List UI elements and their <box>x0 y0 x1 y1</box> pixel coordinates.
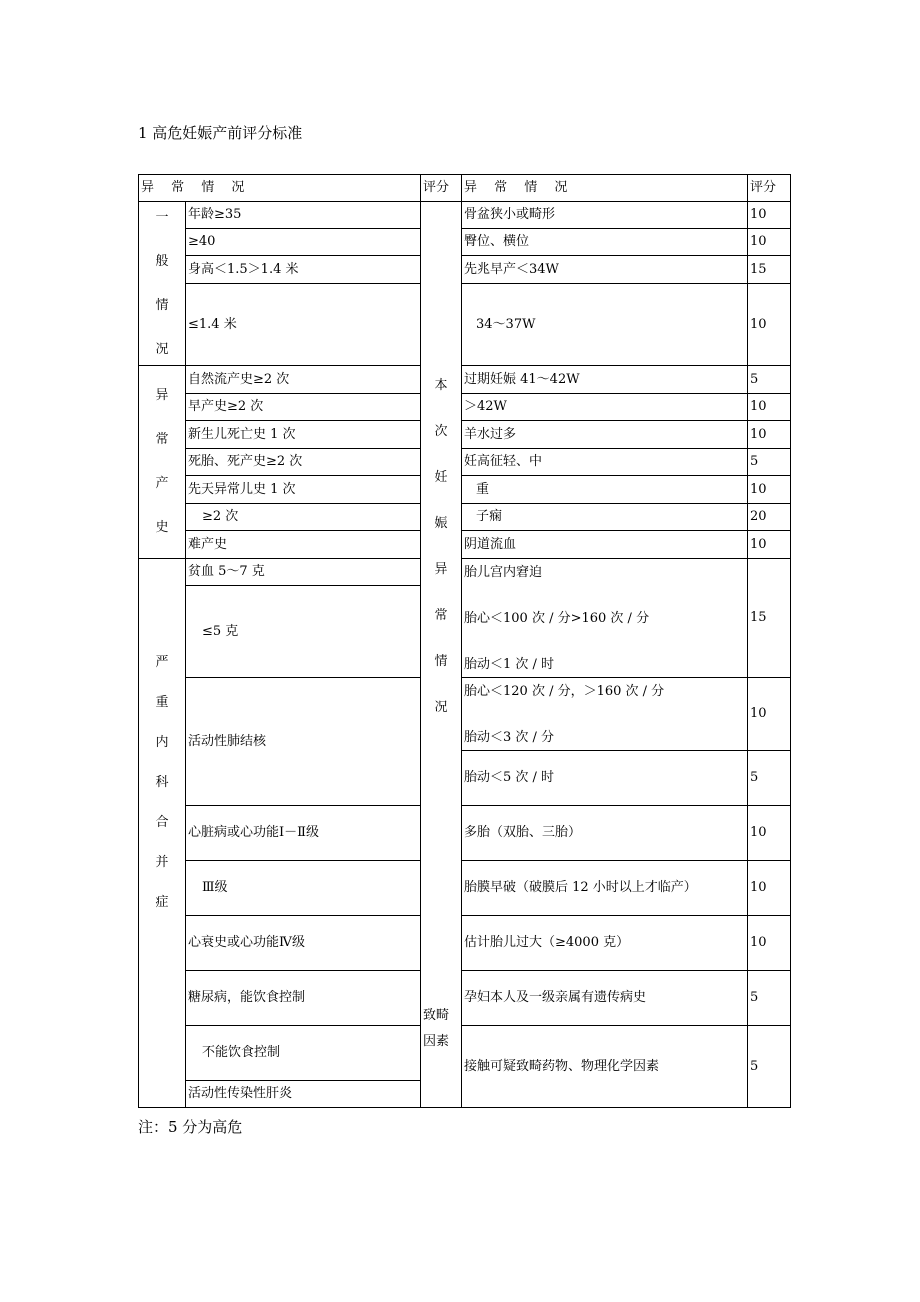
right-line: 胎心＜100 次 / 分>160 次 / 分 <box>464 611 650 626</box>
right-score: 10 <box>748 284 791 366</box>
table-row <box>139 559 791 586</box>
right-score: 10 <box>748 916 791 971</box>
table-row <box>139 366 791 394</box>
category-abnormal-history <box>139 366 186 559</box>
table-row <box>139 531 791 559</box>
left-item: 不能饮食控制 <box>186 1026 421 1081</box>
middle-column <box>421 202 462 1108</box>
header-condition-right: 异 常 情 况 <box>462 175 748 202</box>
table-row <box>139 284 791 366</box>
right-item: 多胎（双胎、三胎） <box>462 806 748 861</box>
header-score-right: 评分 <box>748 175 791 202</box>
table-row <box>139 449 791 476</box>
left-item: 死胎、死产史≥2 次 <box>186 449 421 476</box>
category-char: 产 <box>155 476 169 491</box>
right-item: 羊水过多 <box>462 421 748 449</box>
right-item: 胎膜早破（破膜后 12 小时以上才临产） <box>462 861 748 916</box>
left-item: 自然流产史≥2 次 <box>186 366 421 394</box>
category-char: 常 <box>155 432 169 447</box>
left-item: 新生儿死亡史 1 次 <box>186 421 421 449</box>
middle-char: 异 <box>434 561 448 577</box>
category-char: 合 <box>155 815 169 830</box>
left-item: 糖尿病，能饮食控制 <box>186 971 421 1026</box>
right-item-fetal-distress <box>462 559 748 678</box>
left-item: ≥2 次 <box>186 504 421 531</box>
left-item: 早产史≥2 次 <box>186 394 421 421</box>
right-line: 胎动＜1 次 / 时 <box>464 657 555 672</box>
middle-char: 况 <box>434 699 448 715</box>
left-item: ≤1.4 米 <box>186 284 421 366</box>
right-score: 5 <box>748 449 791 476</box>
right-score: 20 <box>748 504 791 531</box>
middle-char: 次 <box>434 423 448 439</box>
right-item: 孕妇本人及一级亲属有遗传病史 <box>462 971 748 1026</box>
category-general <box>139 202 186 366</box>
right-score: 10 <box>748 394 791 421</box>
right-score: 15 <box>748 256 791 284</box>
right-item: 34～37W <box>462 284 748 366</box>
right-item: 阴道流血 <box>462 531 748 559</box>
table-row <box>139 394 791 421</box>
document-title: 1 高危妊娠产前评分标准 <box>138 124 303 142</box>
left-item: ≤5 克 <box>186 586 421 678</box>
middle-char: 因素 <box>423 1033 450 1049</box>
category-char: 史 <box>155 520 169 535</box>
left-item: 身高＜1.5＞1.4 米 <box>186 256 421 284</box>
left-item: 活动性肺结核 <box>186 678 421 806</box>
right-score: 10 <box>748 531 791 559</box>
right-score: 10 <box>748 678 791 751</box>
middle-lower-label <box>423 1008 459 1050</box>
right-score: 10 <box>748 229 791 256</box>
left-item: ≥40 <box>186 229 421 256</box>
right-score: 5 <box>748 751 791 806</box>
right-item: 过期妊娠 41～42W <box>462 366 748 394</box>
right-item: 骨盆狭小或畸形 <box>462 202 748 229</box>
category-severe-medical <box>139 559 186 1108</box>
left-item: 难产史 <box>186 531 421 559</box>
category-char: 一 <box>155 209 169 225</box>
table-row <box>139 806 791 861</box>
left-item: 心脏病或心功能Ⅰ－Ⅱ级 <box>186 806 421 861</box>
table-row <box>139 256 791 284</box>
category-char: 科 <box>155 775 169 790</box>
right-line: 胎儿宫内窘迫 <box>464 565 543 580</box>
category-char: 况 <box>155 341 169 357</box>
middle-char: 妊 <box>434 469 448 485</box>
category-char: 严 <box>155 655 169 670</box>
left-item: 贫血 5～7 克 <box>186 559 421 586</box>
right-score: 5 <box>748 971 791 1026</box>
scoring-table <box>138 174 791 1108</box>
right-score: 10 <box>748 476 791 504</box>
right-score: 10 <box>748 806 791 861</box>
middle-char: 常 <box>434 607 448 623</box>
header-condition-left: 异 常 情 况 <box>139 175 421 202</box>
category-char: 内 <box>155 735 169 750</box>
table-row <box>139 476 791 504</box>
right-item: 估计胎儿过大（≥4000 克） <box>462 916 748 971</box>
left-item: 先天异常儿史 1 次 <box>186 476 421 504</box>
right-line: 胎动＜3 次 / 分 <box>464 730 555 745</box>
category-char: 情 <box>155 297 169 313</box>
table-row <box>139 202 791 229</box>
table-row <box>139 1026 791 1081</box>
right-item: 重 <box>462 476 748 504</box>
middle-upper-label <box>423 378 459 746</box>
right-score: 10 <box>748 861 791 916</box>
table-header-row <box>139 175 791 202</box>
right-item: ＞42W <box>462 394 748 421</box>
footnote: 注：5 分为高危 <box>138 1118 243 1136</box>
table-row <box>139 504 791 531</box>
right-score: 5 <box>748 366 791 394</box>
left-item: 心衰史或心功能Ⅳ级 <box>186 916 421 971</box>
table-row <box>139 861 791 916</box>
right-item: 接触可疑致畸药物、物理化学因素 <box>462 1026 748 1108</box>
table-row <box>139 421 791 449</box>
table-row <box>139 229 791 256</box>
right-line: 胎心＜120 次 / 分，＞160 次 / 分 <box>464 684 665 699</box>
right-score: 10 <box>748 421 791 449</box>
right-item-fetal-hr <box>462 678 748 751</box>
left-item: 活动性传染性肝炎 <box>186 1081 421 1108</box>
right-score: 10 <box>748 202 791 229</box>
left-item: 年龄≥35 <box>186 202 421 229</box>
table-row <box>139 971 791 1026</box>
left-item: Ⅲ级 <box>186 861 421 916</box>
right-score: 15 <box>748 559 791 678</box>
middle-char: 致畸 <box>423 1007 450 1023</box>
middle-char: 情 <box>434 653 448 669</box>
header-score-left: 评分 <box>421 175 462 202</box>
right-item: 先兆早产＜34W <box>462 256 748 284</box>
right-item: 胎动＜5 次 / 时 <box>462 751 748 806</box>
category-char: 症 <box>155 895 169 910</box>
right-item: 臀位、横位 <box>462 229 748 256</box>
table-row <box>139 916 791 971</box>
table-row <box>139 678 791 751</box>
category-char: 并 <box>155 855 169 870</box>
category-char: 般 <box>155 253 169 269</box>
right-item: 妊高征轻、中 <box>462 449 748 476</box>
category-char: 异 <box>155 388 169 403</box>
middle-char: 本 <box>434 377 448 393</box>
right-item: 子痫 <box>462 504 748 531</box>
right-score: 5 <box>748 1026 791 1108</box>
category-char: 重 <box>155 695 169 710</box>
middle-char: 娠 <box>434 515 448 531</box>
